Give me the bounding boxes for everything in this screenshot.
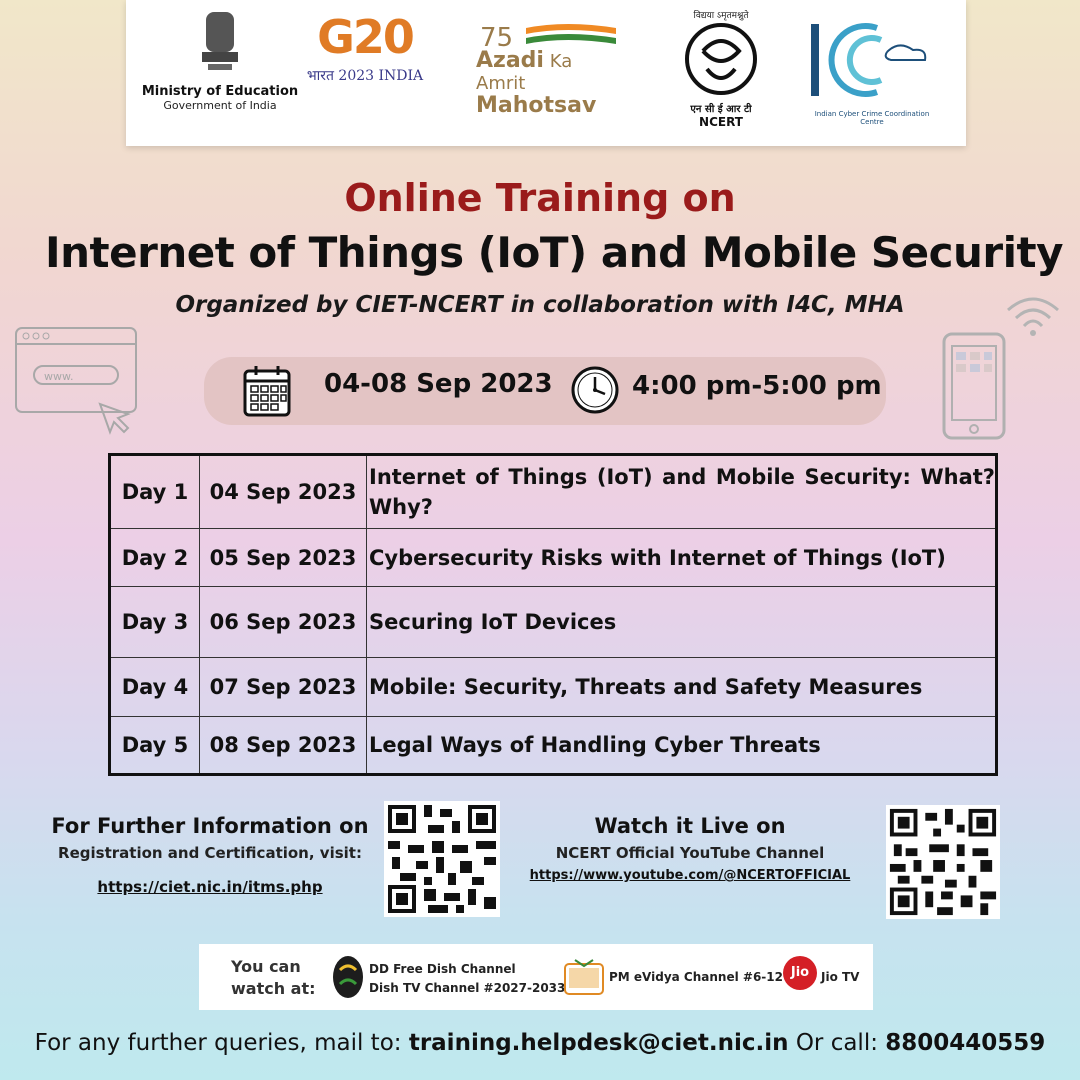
tricolor-icon: [476, 22, 626, 50]
date-cell: 07 Sep 2023: [200, 658, 367, 717]
live-info: [510, 814, 870, 883]
footer-middle: Or call:: [788, 1030, 886, 1056]
info-heading: For Further Information on: [51, 814, 369, 838]
azadi-word: Azadi: [476, 48, 544, 73]
ministry-logo: [140, 8, 300, 112]
dd-free-dish-icon: [331, 954, 365, 1000]
ncert-hindi-name: एन सी ई आर टी: [690, 104, 752, 115]
browser-window-icon: [14, 326, 140, 436]
ministry-name: Ministry of Education: [141, 84, 299, 99]
national-emblem-icon: [198, 8, 242, 76]
table-row: [110, 658, 997, 717]
topic-cell: Securing IoT Devices: [367, 587, 997, 658]
g20-subtitle: भारत 2023 INDIA: [306, 68, 424, 84]
i4c-logo: [802, 18, 942, 126]
topic-cell: Legal Ways of Handling Cyber Threats: [367, 717, 997, 775]
day-cell: Day 5: [110, 717, 200, 775]
table-row: [110, 717, 997, 775]
svg-text:www.: www.: [44, 370, 74, 383]
jio-logo: Jio: [783, 956, 817, 990]
ncert-tagline: विद्यया ऽमृतमश्नुते: [693, 11, 749, 21]
watch-label-line1: You can: [231, 957, 301, 976]
info-subtext: Registration and Certification, visit:: [58, 844, 362, 862]
topic-cell: Mobile: Security, Threats and Safety Measures: [367, 658, 997, 717]
date-cell: 05 Sep 2023: [200, 529, 367, 587]
day-cell: Day 2: [110, 529, 200, 587]
live-heading: Watch it Live on: [594, 814, 786, 838]
registration-link[interactable]: https://ciet.nic.in/itms.php: [97, 878, 323, 896]
event-dates: 04-08 Sep 2023: [324, 369, 553, 399]
youtube-link[interactable]: https://www.youtube.com/@NCERTOFFICIAL: [529, 868, 851, 883]
calendar-icon: [242, 363, 294, 419]
topic-cell: Cybersecurity Risks with Internet of Things (IoT): [367, 529, 997, 587]
date-cell: 04 Sep 2023: [200, 455, 367, 529]
ncert-emblem-icon: [683, 21, 759, 97]
g20-logo: [290, 8, 440, 85]
day-cell: Day 4: [110, 658, 200, 717]
contact-footer: [0, 1030, 1080, 1056]
amrit-word: Amrit: [476, 73, 526, 94]
azadi-ka-amrit-mahotsav-logo: [476, 22, 646, 118]
watch-label-line2: watch at:: [231, 979, 316, 998]
youtube-qr-code: [886, 805, 1000, 919]
registration-qr-code: [384, 801, 500, 917]
ncert-name: NCERT: [699, 115, 743, 129]
date-time-bar: [204, 357, 886, 425]
table-row: [110, 529, 997, 587]
mahotsav-word: Mahotsav: [476, 93, 597, 118]
jio-tv-label: Jio TV: [821, 970, 860, 984]
pm-evidya-label: PM eVidya Channel #6-12: [609, 970, 783, 984]
ministry-subtitle: Government of India: [163, 99, 277, 112]
event-time: 4:00 pm-5:00 pm: [632, 371, 882, 401]
day-cell: Day 1: [110, 455, 200, 529]
ka-word: Ka: [549, 51, 573, 72]
schedule-table: [108, 453, 998, 776]
helpdesk-email[interactable]: training.helpdesk@ciet.nic.in: [408, 1030, 789, 1056]
g20-text: G20: [317, 10, 413, 64]
course-title: Internet of Things (IoT) and Mobile Security: [45, 228, 1063, 277]
channels-strip: [199, 944, 873, 1010]
i4c-subtitle: Indian Cyber Crime Coordination Centre: [814, 110, 930, 126]
registration-info: [40, 814, 380, 896]
live-subtext: NCERT Official YouTube Channel: [555, 844, 825, 862]
day-cell: Day 3: [110, 587, 200, 658]
date-cell: 06 Sep 2023: [200, 587, 367, 658]
table-row: [110, 587, 997, 658]
footer-prefix: For any further queries, mail to:: [34, 1030, 409, 1056]
ncert-logo: [666, 8, 776, 129]
clock-icon: [570, 365, 620, 415]
table-row: [110, 455, 997, 529]
organizer-line: Organized by CIET-NCERT in collaboration with I4C, MHA: [175, 292, 905, 318]
helpdesk-phone[interactable]: 8800440559: [885, 1030, 1046, 1056]
i4c-emblem-icon: [807, 18, 937, 102]
logo-strip: [126, 0, 966, 146]
date-cell: 08 Sep 2023: [200, 717, 367, 775]
dish-tv-label: Dish TV Channel #2027-2033: [369, 981, 566, 995]
topic-cell: Internet of Things (IoT) and Mobile Security: What? Why?: [367, 455, 997, 529]
dd-free-dish-label: DD Free Dish Channel: [369, 962, 516, 976]
pm-evidya-icon: [563, 956, 605, 996]
svg-text:75: 75: [480, 23, 514, 50]
smartphone-icon: [942, 332, 1008, 442]
training-title: Online Training on: [344, 176, 736, 220]
